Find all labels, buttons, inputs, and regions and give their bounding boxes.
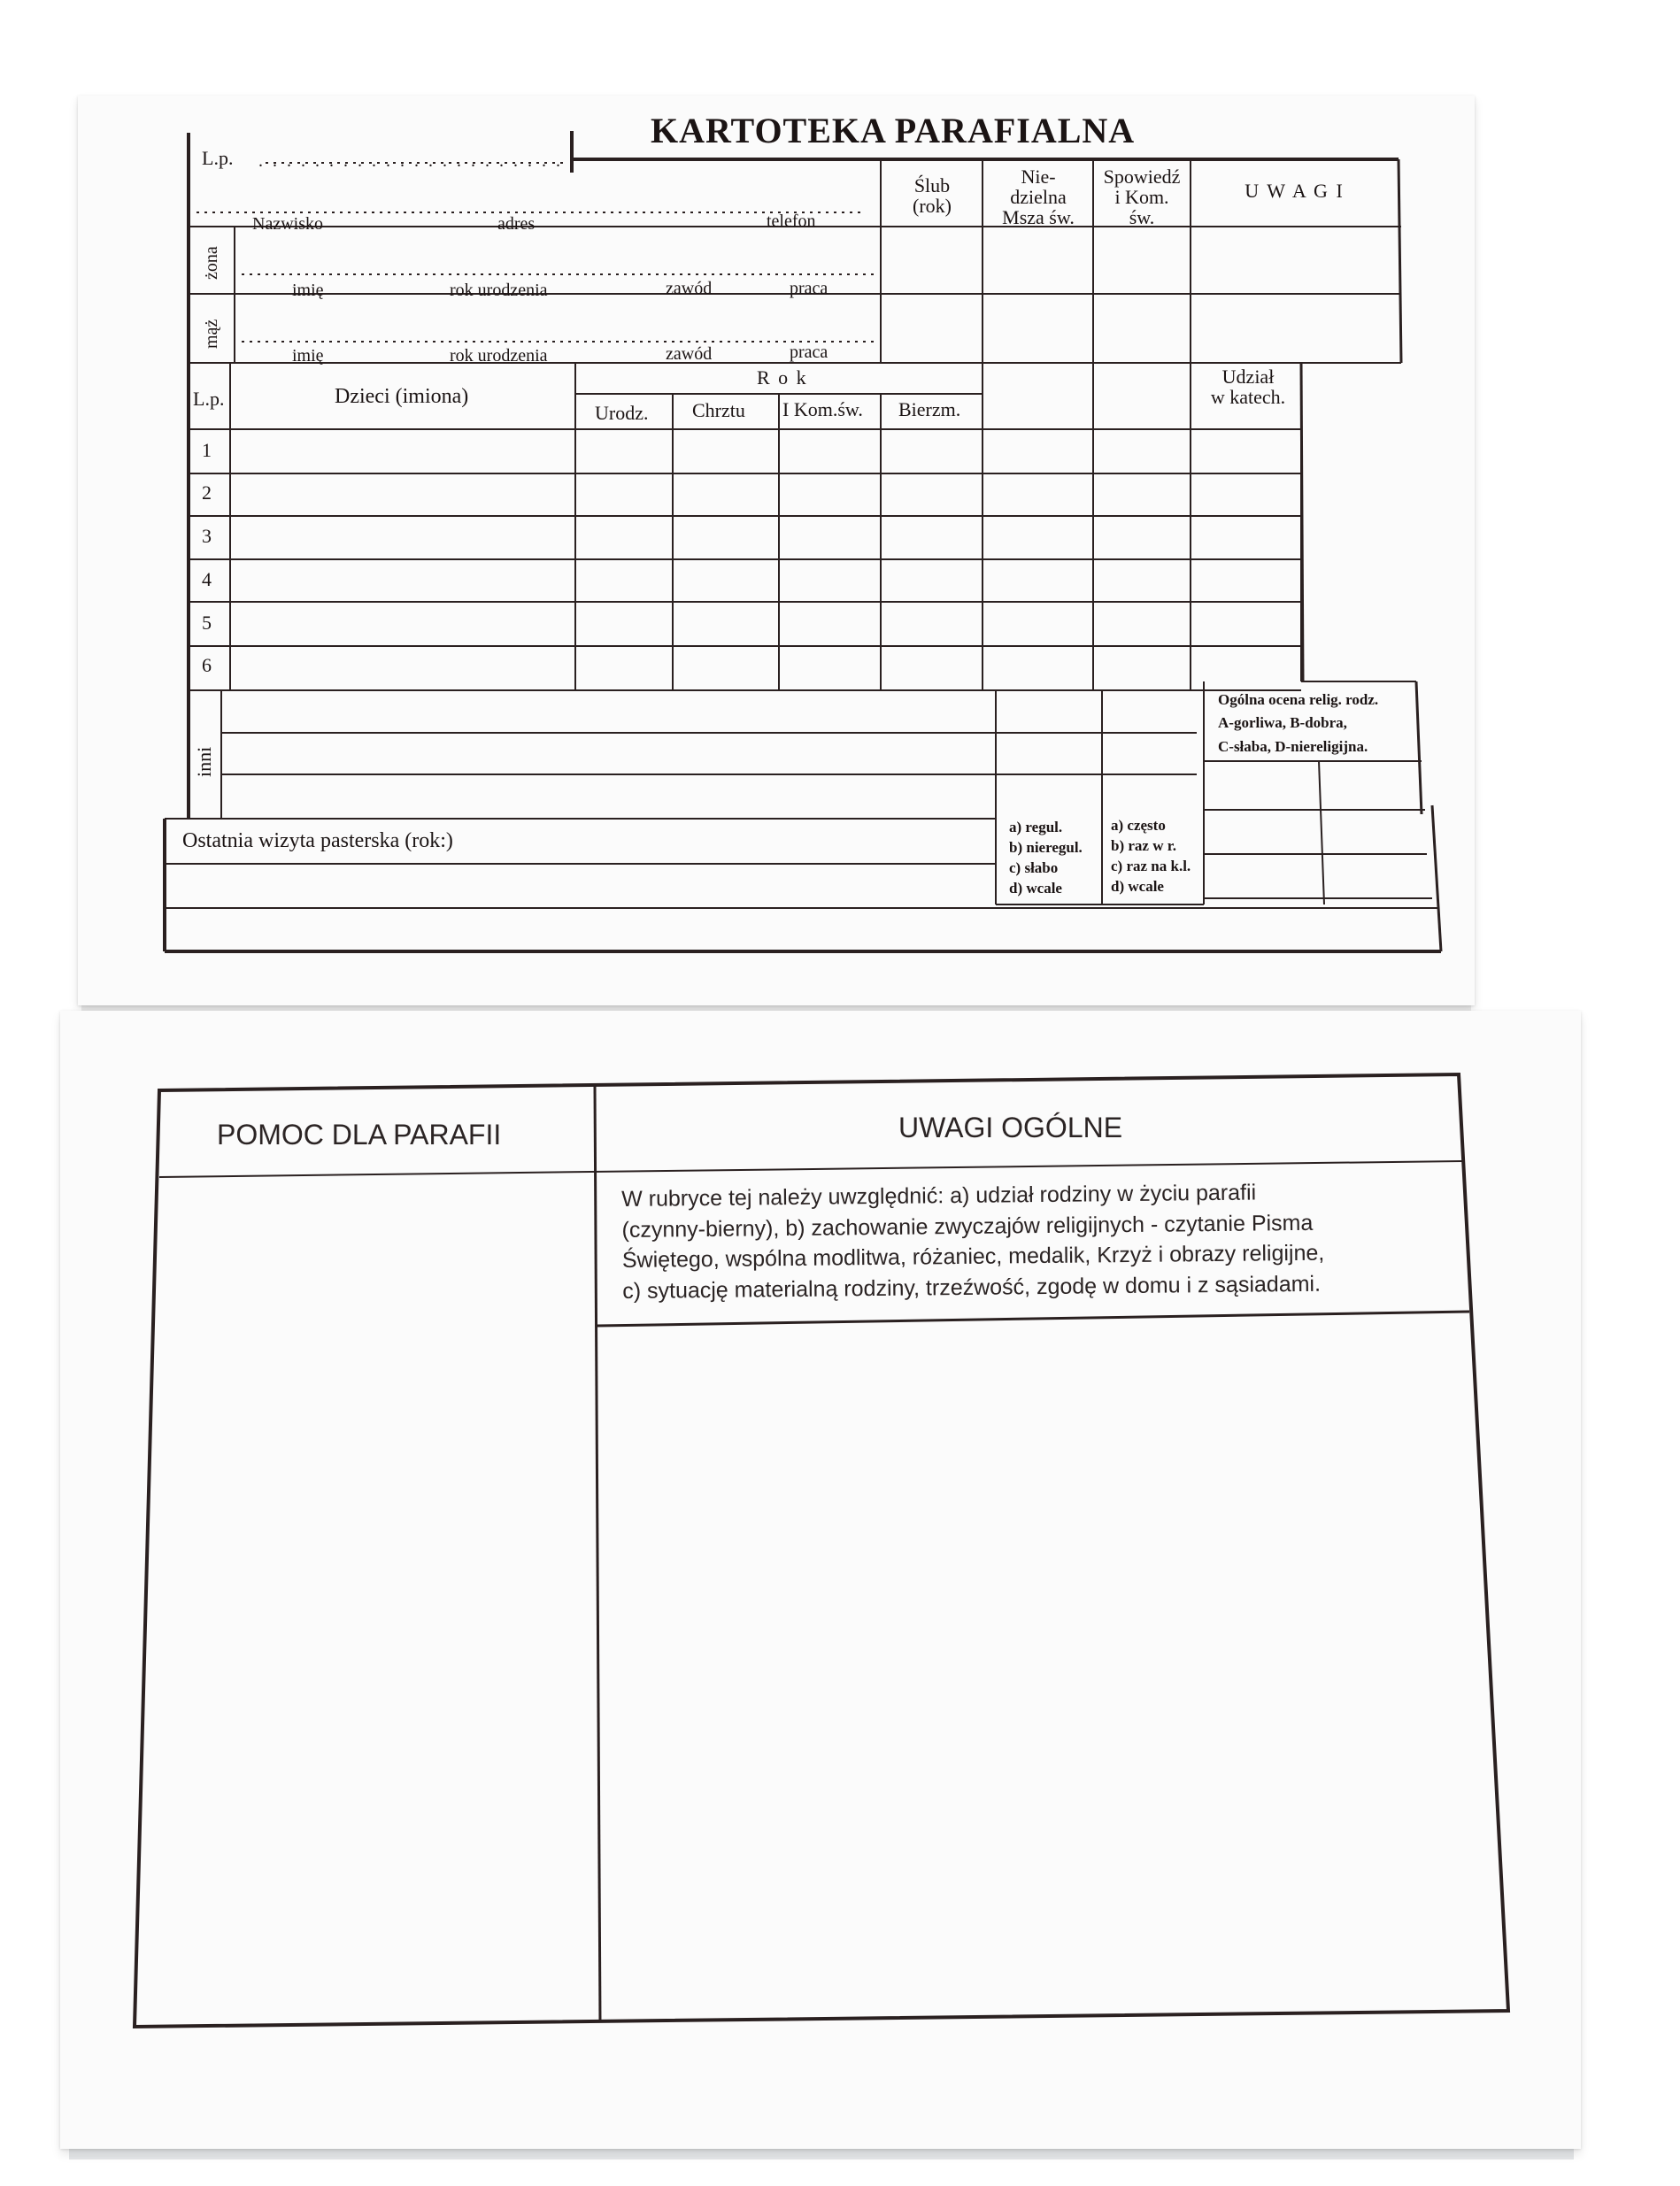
children-dzieci: Dzieci (imiona) xyxy=(335,385,469,408)
head-spowiedz: Spowiedź i Kom. św. xyxy=(1103,165,1181,229)
child-num-2: 2 xyxy=(202,481,212,504)
children-bierzm: Bierzm. xyxy=(898,398,961,420)
page-title: KARTOTEKA PARAFIALNA xyxy=(651,111,1136,150)
children-ikom: I Kom.św. xyxy=(782,398,863,420)
children-rok: R o k xyxy=(757,366,808,389)
head-slub: Ślub (rok) xyxy=(913,174,952,218)
label-nazwisko: Nazwisko xyxy=(252,214,323,234)
head-uwagi: U W A G I xyxy=(1245,180,1345,202)
zona-imie: imię xyxy=(292,281,324,300)
maz-praca: praca xyxy=(790,343,828,362)
pomoc-title: POMOC DLA PARAFII xyxy=(217,1119,502,1151)
children-urodz: Urodz. xyxy=(595,402,649,424)
child-num-3: 3 xyxy=(202,525,212,547)
children-lp: L.p. xyxy=(193,388,225,410)
maz-imie: imię xyxy=(292,346,324,366)
zona-zawod: zawód xyxy=(666,279,713,298)
child-num-4: 4 xyxy=(202,568,212,590)
side-zona: żona xyxy=(202,246,221,280)
child-num-6: 6 xyxy=(202,654,212,676)
maz-zawod: zawód xyxy=(666,344,713,364)
child-num-5: 5 xyxy=(202,612,212,634)
uwagi-instructions: W rubryce tej należy uwzględnić: a) udział rodziny w życiu parafii (czynny-bierny), b) zachowanie zwyczajów religijnych - czytanie Pisma Świętego, wspólna modlitwa, różaniec, medalik, Krzyż i obrazy religijne, c) sytuację materialną rodziny, trzeźwość, zgodę w domu i z sąsiadami. xyxy=(621,1180,1325,1304)
children-chrztu: Chrztu xyxy=(692,399,745,421)
freq-legend-1: a) regul. b) nieregul. c) słabo d) wcale xyxy=(1009,819,1083,897)
ocena-legend: Ogólna ocena relig. rodz. A-gorliwa, B-dobra, C-słaba, D-niereligijna. xyxy=(1218,691,1379,755)
freq-legend-2: a) często b) raz w r. c) raz na k.l. d) wcale xyxy=(1111,817,1191,895)
zona-rok: rok urodzenia xyxy=(450,281,548,300)
zona-praca: praca xyxy=(790,279,828,298)
label-adres: adres xyxy=(497,214,536,234)
label-telefon: telefon xyxy=(767,212,816,231)
side-maz: mąż xyxy=(202,319,221,349)
maz-rok: rok urodzenia xyxy=(450,346,548,366)
lp-dots: . . . . . . . . . . . . . . . . . . . . . . xyxy=(258,151,563,171)
wizyta-label: Ostatnia wizyta pasterska (rok:) xyxy=(182,829,453,852)
children-udzial: Udział w katech. xyxy=(1210,366,1286,409)
uwagi-ogolne-title: UWAGI OGÓLNE xyxy=(898,1112,1123,1143)
side-inni: inni xyxy=(193,746,215,777)
head-niedzielna: Nie- dzielna Msza św. xyxy=(1002,165,1075,229)
lp-label: L.p. xyxy=(202,147,234,169)
child-num-1: 1 xyxy=(202,439,212,461)
